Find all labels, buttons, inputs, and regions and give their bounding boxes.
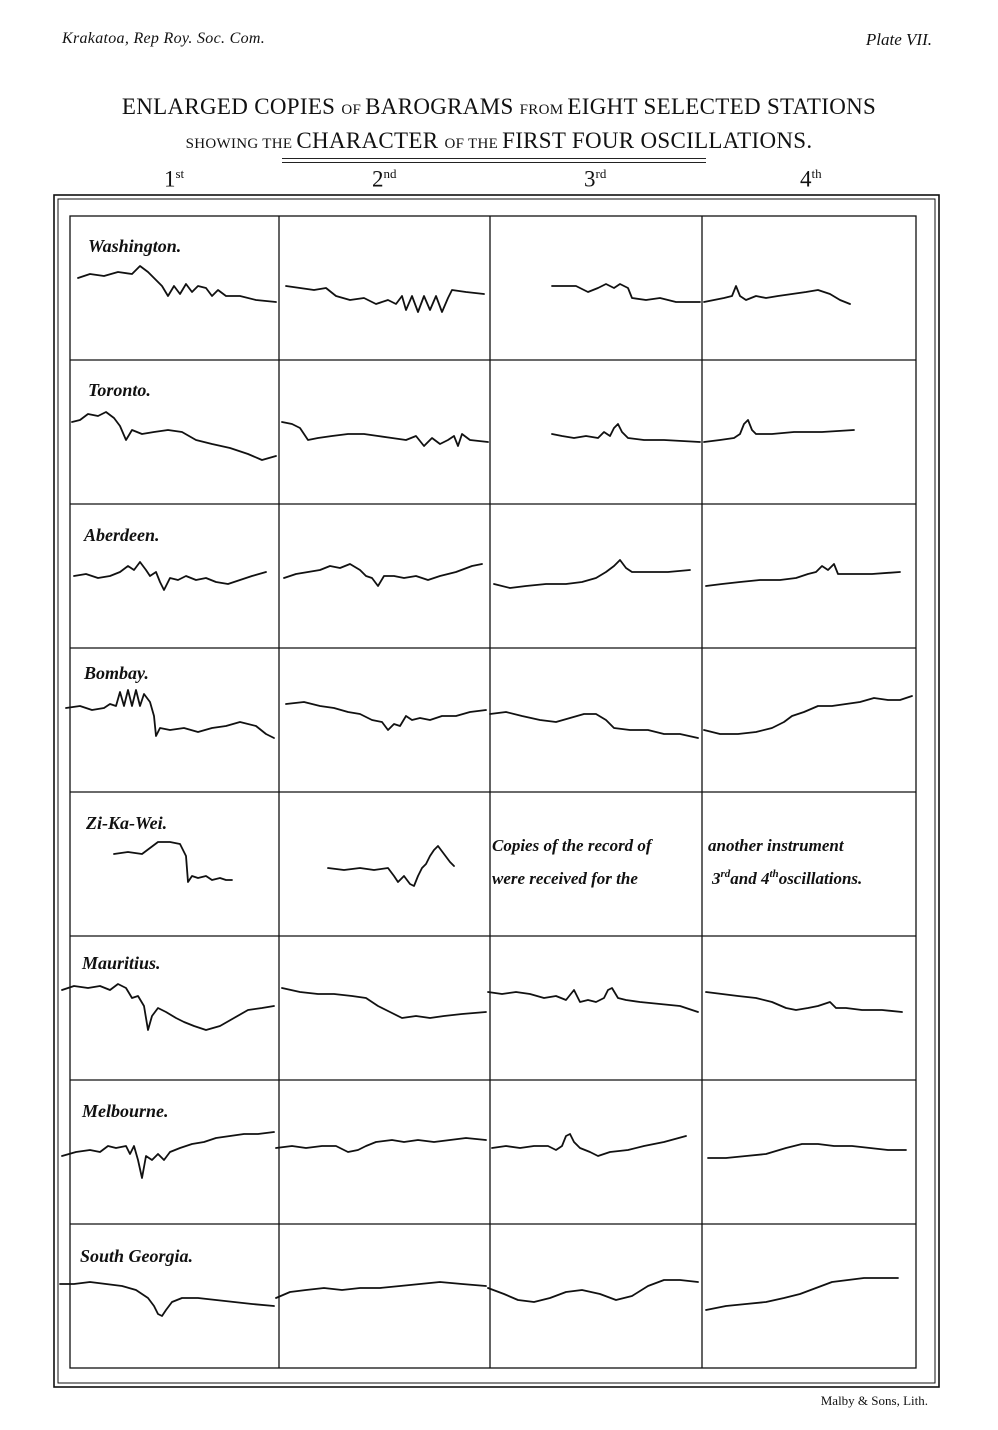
station-label-mauritius: Mauritius. [82,953,161,973]
trace-aberdeen-4 [706,564,900,586]
trace-bombay-4 [704,696,912,734]
trace-melbourne-3 [492,1134,686,1156]
title-word-group: FROM [519,102,568,118]
trace-aberdeen-3 [494,560,690,588]
trace-mauritius-2 [282,988,486,1018]
trace-toronto-1 [72,412,276,460]
station-label-washington: Washington. [88,236,182,256]
source-reference: Krakatoa, Rep Roy. Soc. Com. [62,30,266,47]
title-word-group: ENLARGED COPIES [121,94,342,119]
trace-south-georgia-4 [706,1278,898,1310]
table-grid [70,216,916,1368]
title-word-group: OF THE [444,136,503,152]
column-heading-2: 2nd [372,166,397,192]
trace-washington-3 [552,284,700,302]
trace-zi-ka-wei-2 [328,846,454,886]
title-word-group: CHARACTER [296,128,445,153]
outer-frame [54,195,939,1387]
trace-washington-1 [78,266,276,302]
trace-toronto-3 [552,424,700,442]
trace-washington-2 [286,286,484,312]
column-heading-1: 1st [164,166,185,192]
trace-aberdeen-2 [284,564,482,586]
trace-bombay-3 [490,712,698,738]
note-text-col4-line2: 3rdand 4thoscillations. [712,868,863,888]
station-label-bombay: Bombay. [84,663,149,683]
note-text-col3-line2: were received for the [492,869,638,888]
station-label-toronto: Toronto. [88,380,151,400]
trace-melbourne-4 [708,1144,906,1158]
title-word-group: SHOWING THE [185,136,297,152]
trace-bombay-2 [286,702,486,730]
plate-number: Plate VII. [865,30,932,49]
trace-mauritius-1 [62,984,274,1030]
trace-melbourne-1 [62,1132,274,1178]
trace-aberdeen-1 [74,562,266,590]
station-label-south-georgia: South Georgia. [80,1246,194,1266]
station-label-zi-ka-wei: Zi-Ka-Wei. [86,813,168,833]
trace-washington-4 [704,286,850,304]
column-heading-3: 3rd [584,166,607,192]
trace-south-georgia-3 [488,1280,698,1302]
title-word-group: EIGHT SELECTED STATIONS [567,94,877,119]
lithographer-imprint: Malby & Sons, Lith. [820,1393,928,1408]
trace-bombay-1 [66,690,274,738]
title-word-group: FIRST FOUR OSCILLATIONS. [502,128,813,153]
trace-south-georgia-2 [276,1282,486,1298]
trace-south-georgia-1 [60,1282,274,1316]
trace-mauritius-4 [706,992,902,1012]
trace-zi-ka-wei-1 [114,842,232,882]
trace-mauritius-3 [488,988,698,1012]
station-label-melbourne: Melbourne. [82,1101,169,1121]
column-heading-4: 4th [800,166,822,192]
trace-toronto-4 [704,420,854,442]
trace-toronto-2 [282,422,488,446]
title-word-group: BAROGRAMS [365,94,520,119]
note-text-col3-line1: Copies of the record of [492,836,652,855]
outer-frame-inner [58,199,935,1383]
trace-melbourne-2 [276,1138,486,1152]
title-word-group: OF [341,102,366,118]
station-label-aberdeen: Aberdeen. [84,525,160,545]
note-text-col4-line1: another instrument [708,836,844,855]
